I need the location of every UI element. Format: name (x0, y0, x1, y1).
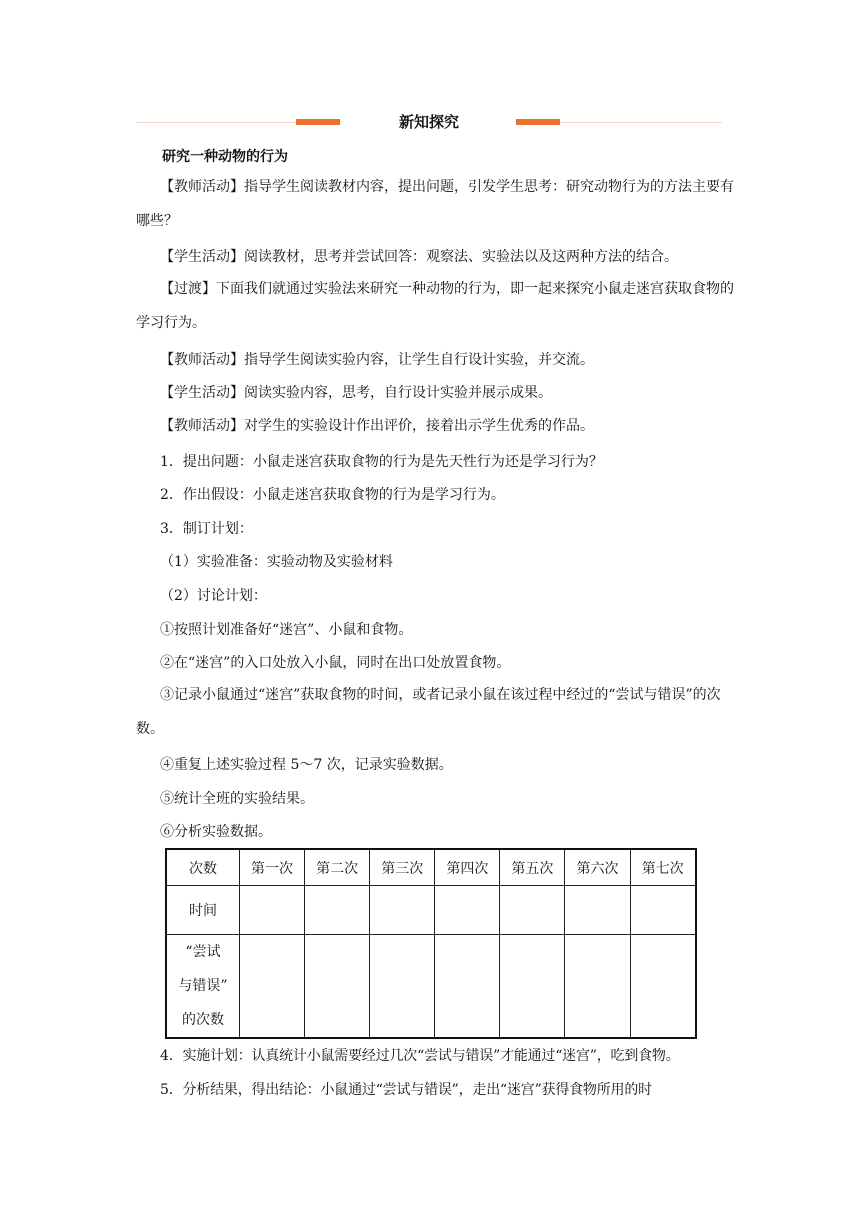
plan-item-4: ④重复上述实验过程 5～7 次，记录实验数据。 (160, 757, 453, 773)
row-label-trials-line: 的次数 (182, 1012, 224, 1028)
step-2: 2．作出假设：小鼠走迷宫获取食物的行为是学习行为。 (160, 487, 505, 503)
table-header-cell: 第四次 (435, 849, 500, 886)
step-3: 3．制订计划： (160, 521, 253, 537)
experiment-data-table (165, 848, 697, 1039)
table-cell (435, 935, 500, 1039)
table-header-cell: 第一次 (240, 849, 305, 886)
table-cell (500, 935, 565, 1039)
table-header-cell: 第七次 (630, 849, 696, 886)
table-cell (370, 935, 435, 1039)
step-5: 5．分析结果，得出结论：小鼠通过“尝试与错误”，走出“迷宫”获得食物所用的时 (160, 1082, 652, 1098)
section-header (136, 110, 722, 136)
plan-item-2: ②在“迷宫”的入口处放入小鼠，同时在出口处放置食物。 (160, 655, 511, 671)
plan-item-1: ①按照计划准备好“迷宫”、小鼠和食物。 (160, 622, 413, 638)
header-rule-right (560, 122, 722, 123)
row-label-trials-line: “尝试 (185, 944, 221, 960)
section-title: 新知探究 (398, 113, 459, 131)
row-label-trials-line: 与错误” (178, 978, 228, 994)
table-cell (630, 935, 696, 1039)
paragraph-student-2: 【学生活动】阅读实验内容，思考，自行设计实验并展示成果。 (160, 385, 552, 401)
table-cell (240, 886, 305, 935)
table-cell (305, 935, 370, 1039)
plan-item-3: ③记录小鼠通过“迷宫”获取食物的时间，或者记录小鼠在该过程中经过的“尝试与错误”的次数。 (136, 687, 721, 737)
table-cell (435, 886, 500, 935)
table-cell (500, 886, 565, 935)
header-accent-bar-left (296, 119, 340, 125)
header-accent-bar-right (516, 119, 560, 125)
step-4: 4．实施计划：认真统计小鼠需要经过几次“尝试与错误”才能通过“迷宫”，吃到食物。 (160, 1048, 680, 1064)
paragraph-teacher-3: 【教师活动】对学生的实验设计作出评价，接着出示学生优秀的作品。 (160, 418, 594, 434)
table-cell (565, 886, 630, 935)
paragraph-teacher-2: 【教师活动】指导学生阅读实验内容，让学生自行设计实验，并交流。 (160, 352, 594, 368)
table-header-cell: 第二次 (305, 849, 370, 886)
header-rule-left (136, 122, 296, 123)
plan-item-6: ⑥分析实验数据。 (160, 824, 272, 840)
table-header-cell: 第六次 (565, 849, 630, 886)
table-header-cell: 第五次 (500, 849, 565, 886)
paragraph-teacher-1: 【教师活动】指导学生阅读教材内容，提出问题，引发学生思考：研究动物行为的方法主要有哪些？ (136, 179, 734, 229)
paragraph-transition: 【过渡】下面我们就通过实验法来研究一种动物的行为，即一起来探究小鼠走迷宫获取食物的学习行为。 (136, 281, 734, 331)
row-label-time: 时间 (166, 886, 240, 935)
step-3-2: （2）讨论计划： (160, 588, 267, 604)
row-label-trials (166, 935, 240, 1039)
table-header-row (166, 849, 696, 886)
table-cell (305, 886, 370, 935)
step-1: 1．提出问题：小鼠走迷宫获取食物的行为是先天性行为还是学习行为？ (160, 454, 603, 470)
table-cell (240, 935, 305, 1039)
paragraph-student-1: 【学生活动】阅读教材，思考并尝试回答：观察法、实验法以及这两种方法的结合。 (160, 249, 678, 265)
table-cell (630, 886, 696, 935)
step-3-1: （1）实验准备：实验动物及实验材料 (160, 554, 393, 570)
table-row-time (166, 886, 696, 935)
table-header-cell: 第三次 (370, 849, 435, 886)
table-row-trials (166, 935, 696, 1039)
plan-item-5: ⑤统计全班的实验结果。 (160, 791, 314, 807)
table-header-cell: 次数 (166, 849, 240, 886)
table-cell (370, 886, 435, 935)
subheading: 研究一种动物的行为 (162, 149, 288, 165)
table-cell (565, 935, 630, 1039)
